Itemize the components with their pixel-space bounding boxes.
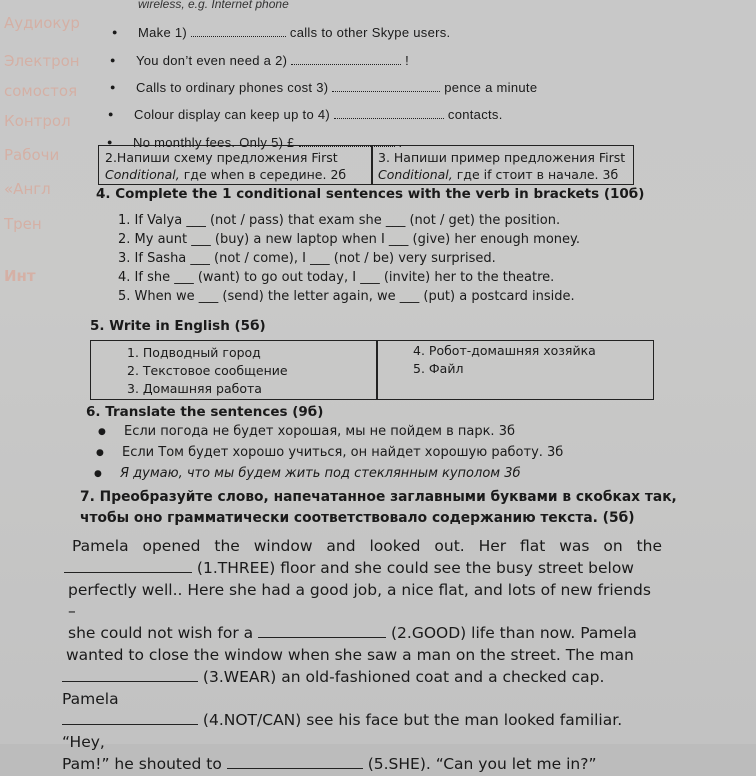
task2-line-rest: где when в середине. 2б xyxy=(179,167,347,182)
margin-bleed-text: Контрол xyxy=(4,112,71,130)
task7-line xyxy=(64,558,662,580)
task7-line xyxy=(62,754,662,776)
task1-item-text: Calls to ordinary phones cost 3) xyxy=(136,80,329,95)
task7-line xyxy=(62,667,662,711)
task7-line xyxy=(68,623,662,645)
answer-blank[interactable] xyxy=(227,768,363,769)
task7-title-line2: чтобы оно грамматически соответствовало содержанию текста. (5б) xyxy=(80,510,635,526)
task7-line-text: (5.SHE). “Can you let me in?” xyxy=(362,754,597,773)
task7-line-text: Pam!” he shouted to xyxy=(62,754,227,773)
task5-title: 5. Write in English (5б) xyxy=(90,318,266,334)
task1-item-text: pence a minute xyxy=(444,80,538,95)
margin-bleed-text: Рабочи xyxy=(4,146,60,164)
task4-item: 5. When we ___ (send) the letter again, we ___ (put) a postcard inside. xyxy=(118,289,575,304)
task1-item xyxy=(134,106,503,122)
task4-item: 4. If she ___ (want) to go out today, I ___ (invite) her to the theatre. xyxy=(118,270,555,285)
task7-title-line1: 7. Преобразуйте слово, напечатанное заглавными буквами в скобках так, xyxy=(80,489,677,505)
task7-line-text: Pamela opened the window and looked out. Her flat was on the xyxy=(72,537,662,555)
task3-line: 3. Напиши пример предложения First xyxy=(378,150,626,165)
task1-item-text: You don’t even need a 2) xyxy=(136,53,288,68)
task5-word: 1. Подводный город xyxy=(127,345,261,360)
answer-blank[interactable] xyxy=(334,106,444,119)
answer-blank[interactable] xyxy=(62,724,198,725)
task7-text xyxy=(62,536,662,776)
task4-title: 4. Complete the 1 conditional sentences with the verb in brackets (10б) xyxy=(96,186,645,202)
task5-right-column xyxy=(409,341,600,379)
task7-line xyxy=(66,645,662,667)
task6-item: ● Если Том будет хорошо учиться, он найдет хорошую работу. 3б xyxy=(122,445,563,460)
task1-item-text: Colour display can keep up to 4) xyxy=(134,107,331,122)
answer-blank[interactable] xyxy=(291,52,401,65)
task7-line-text: (3.WEAR) an old-fashioned coat and a checked cap. Pamela xyxy=(62,667,605,708)
task1-item-text: No monthly fees. Only 5) £ xyxy=(133,135,295,150)
task1-item-text: calls to other Skype users. xyxy=(289,25,451,40)
task7-line xyxy=(72,536,662,558)
margin-bleed-text: Аудиокур xyxy=(4,14,80,32)
task5-word: 4. Робот-домашняя хозяйка xyxy=(413,343,596,358)
task7-line-text: she could not wish for a xyxy=(68,624,259,643)
task7-line-text: (4.NOT/CAN) see his face but the man looked familiar. “Hey, xyxy=(62,711,623,752)
header-cut-text: wireless, e.g. Internet phone xyxy=(138,0,289,11)
task3-text xyxy=(374,148,629,184)
task6-item: ● Я думаю, что мы будем жить под стеклянным куполом 3б xyxy=(120,466,521,481)
task3-line-italic: Conditional, xyxy=(378,167,453,182)
task2-text xyxy=(101,148,350,184)
task5-left-column xyxy=(123,343,292,399)
task2-line-italic: Conditional, xyxy=(105,167,180,182)
answer-blank[interactable] xyxy=(191,24,286,37)
task1-item-text: contacts. xyxy=(447,107,503,122)
task1-item-text: Make 1) xyxy=(138,25,188,40)
tasks-2-3-box xyxy=(98,145,634,185)
margin-bleed-text: сомостоя xyxy=(4,82,78,100)
task5-word: 2. Текстовое сообщение xyxy=(127,363,288,378)
task4-item: 1. If Valya ___ (not / pass) that exam she ___ (not / get) the position. xyxy=(118,213,561,228)
task6-title: 6. Translate the sentences (9б) xyxy=(86,404,324,420)
answer-blank[interactable] xyxy=(332,79,440,92)
box-divider xyxy=(371,146,373,184)
answer-blank[interactable] xyxy=(258,637,386,638)
task4-item: 2. My aunt ___ (buy) a new laptop when I ___ (give) her enough money. xyxy=(118,232,580,247)
task2-line: 2.Напиши схему предложения First xyxy=(105,150,338,165)
answer-blank[interactable] xyxy=(64,572,192,573)
task7-line-text: perfectly well.. Here she had a good job, a nice flat, and lots of new friends – xyxy=(68,580,651,621)
answer-blank[interactable] xyxy=(62,681,198,682)
task7-line xyxy=(68,580,662,624)
task3-line-rest: где if стоит в начале. 3б xyxy=(452,167,619,182)
margin-bleed-text: Инт xyxy=(4,267,36,285)
task1-item xyxy=(138,24,450,40)
margin-bleed-text: Трен xyxy=(4,215,42,233)
task1-item-text: ! xyxy=(405,53,410,68)
task1-item xyxy=(136,79,537,95)
task7-line-text: (2.GOOD) life than now. Pamela xyxy=(386,624,637,643)
task1-item xyxy=(136,52,409,68)
task4-item: 3. If Sasha ___ (not / come), I ___ (not / be) very surprised. xyxy=(118,251,496,266)
margin-bleed-text: Электрон xyxy=(4,52,80,70)
task5-table xyxy=(90,340,654,400)
task1-item-text: . xyxy=(398,135,403,150)
task7-line xyxy=(62,710,662,754)
task5-word: 3. Домашняя работа xyxy=(127,381,262,396)
table-divider xyxy=(376,341,378,399)
margin-bleed-text: «Англ xyxy=(4,180,51,198)
task7-line-text: wanted to close the window when she saw a man on the street. The man xyxy=(66,645,634,664)
task5-word: 5. Файл xyxy=(413,361,464,376)
task6-item: ● Если погода не будет хорошая, мы не пойдем в парк. 3б xyxy=(124,424,515,439)
task7-line-text: (1.THREE) floor and she could see the busy street below xyxy=(192,558,634,577)
